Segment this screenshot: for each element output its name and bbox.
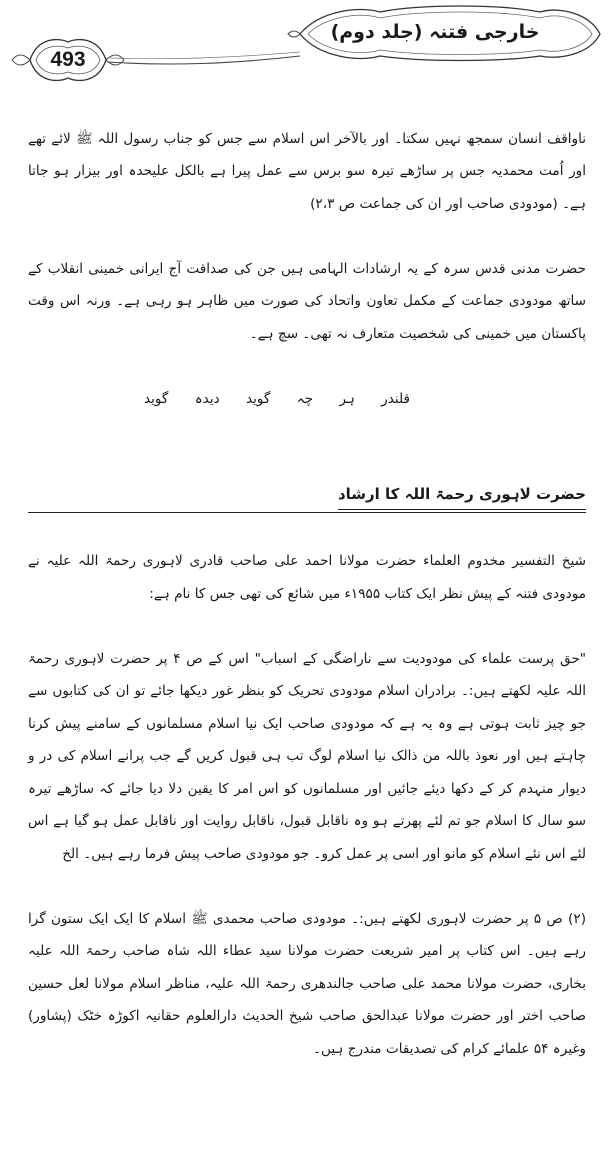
- paragraph-5: (۲) ص ۵ پر حضرت لاہوری لکھتے ہیں:۔ مودودی صاحب محمدی ﷺ اسلام کا ایک ایک ستون گرا رہے ہیں۔ اس کتاب پر امیر شریعت حضرت مولانا سید عطاء اللہ شاہ صاحب رحمۃ اللہ علیہ بخاری، حضرت مولانا محمد علی صاحب جالندھری رحمۃ اللہ علیہ، مناظر اسلام مولانا لعل حسین صاحب اختر اور حضرت مولانا عبدالحق صاحب شیخ الحدیث دارالعلوم حقانیہ اکوڑہ خٹک (پشاور) وغیرہ ۵۴ علمائے کرام کی تصدیقات مندرج ہیں۔: [28, 910, 586, 1057]
- section-heading: حضرت لاہوری رحمۃ اللہ کا ارشاد: [338, 479, 586, 510]
- page-body: [28, 90, 586, 1098]
- page-header: [0, 0, 612, 92]
- paragraph-3: شیخ التفسیر مخدوم العلماء حضرت مولانا احمد علی صاحب قادری لاہوری رحمۃ اللہ علیہ نے مودودی فتنہ کے پیش نظر ایک کتاب ۱۹۵۵ء میں شائع کی تھی جس کا نام ہے:: [28, 553, 586, 602]
- paragraph-2: حضرت مدنی قدس سرہ کے یہ ارشادات الہامی ہیں جن کی صداقت آج ایرانی خمینی انقلاب کے ساتھ مودودی جماعت کے مکمل تعاون واتحاد کی صورت میں ظاہر ہو رہی ہے۔ ورنہ اس وقت پاکستان میں خمینی کی شخصیت متعارف نہ تھی۔ سچ ہے۔: [28, 260, 586, 342]
- section-heading-container: [28, 445, 586, 513]
- page-number: 493: [50, 48, 86, 71]
- running-title: خارجی فتنہ (جلد دوم): [330, 21, 540, 43]
- persian-verse: قلندر ہر چہ گوید دیدہ گوید: [143, 390, 410, 407]
- paragraph-1: ناواقف انسان سمجھ نہیں سکتا۔ اور بالآخر اس اسلام سے جس کو جناب رسول اللہ ﷺ لائے تھے اور اُمت محمدیہ جس پر ساڑھے تیرہ سو برس سے عمل پیرا ہے بالکل علیحدہ اور بیزار ہو جاتا ہے۔ (مودودی صاحب اور ان کی جماعت ص ۲،۳): [28, 130, 586, 212]
- paragraph-4: "حق پرست علماء کی مودودیت سے ناراضگی کے اسباب" اس کے ص ۴ پر حضرت لاہوری رحمۃ اللہ علیہ لکھتے ہیں:۔ برادران اسلام مودودی تحریک کو بنظر غور دیکھا جائے تو ان کی کتابوں سے جو چیز ثابت ہوتی ہے وہ یہ ہے کہ مودودی صاحب ایک نیا اسلام مسلمانوں کے سامنے پیش کرنا چاہتے ہیں اور نعوذ باللہ من ذالک نیا اسلام لوگ تب ہی قبول کریں گے جب پرانے اسلام کی در و دیوار منہدم کر کے دکھا دیئے جائیں اور مسلمانوں کو اس امر کا یقین دلا دیا جائے کہ ساڑھے تیرہ سو سال کا اسلام جو تم لئے پھرتے ہو وہ ناقابل قبول، ناقابل روایت اور ناقابل عمل ہو گیا ہے اس لئے اس نئے اسلام کو مانو اور اسی پر عمل کرو۔ جو مودودی صاحب پیش فرما رہے ہیں۔ الخ: [28, 650, 586, 862]
